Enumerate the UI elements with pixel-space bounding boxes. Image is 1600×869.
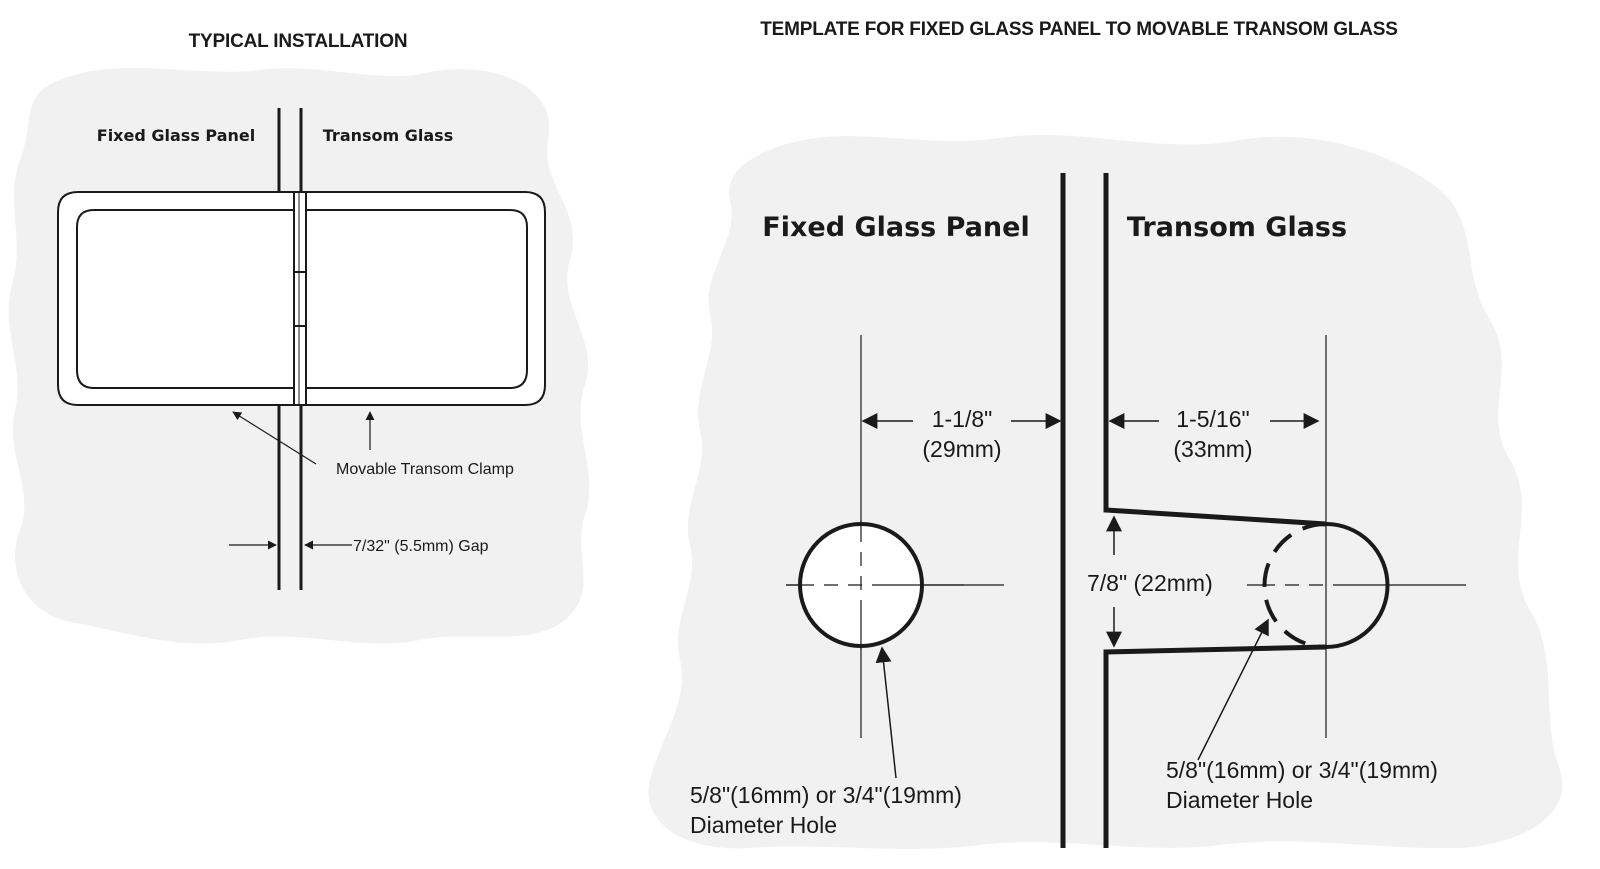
clamp-right-half-outer bbox=[306, 192, 545, 405]
transom-hole-label-line2: Diameter Hole bbox=[1166, 787, 1313, 813]
transom-hole-label-line1: 5/8"(16mm) or 3/4"(19mm) bbox=[1166, 757, 1438, 783]
clamp-hinge-block bbox=[294, 192, 306, 405]
dim-fixed-line1: 1-1/8" bbox=[931, 406, 993, 432]
dim-fixed-line2: (29mm) bbox=[922, 436, 1002, 462]
label-fixed-glass-panel-left: Fixed Glass Panel bbox=[96, 126, 256, 145]
fixed-hole-label-line2: Diameter Hole bbox=[690, 812, 837, 838]
dim-transom-line1: 1-5/16" bbox=[1176, 406, 1250, 432]
movable-transom-clamp bbox=[58, 192, 545, 405]
template-panel bbox=[648, 19, 1562, 849]
clamp-left-half-outer bbox=[58, 192, 294, 405]
typical-installation-title: TYPICAL INSTALLATION bbox=[188, 31, 408, 52]
label-transom-glass-left: Transom Glass bbox=[322, 126, 454, 145]
label-fixed-glass-panel-right: Fixed Glass Panel bbox=[762, 212, 1030, 243]
fixed-hole-label-line1: 5/8"(16mm) or 3/4"(19mm) bbox=[690, 782, 962, 808]
dim-notch-label: 7/8" (22mm) bbox=[1087, 570, 1213, 596]
label-movable-transom-clamp: Movable Transom Clamp bbox=[336, 461, 514, 478]
label-transom-glass-right: Transom Glass bbox=[1126, 212, 1348, 243]
template-title: TEMPLATE FOR FIXED GLASS PANEL TO MOVABLE TRANSOM GLASS bbox=[760, 19, 1398, 40]
label-gap: 7/32" (5.5mm) Gap bbox=[353, 538, 489, 555]
dim-transom-line2: (33mm) bbox=[1173, 436, 1253, 462]
typical-installation-panel bbox=[9, 31, 590, 644]
